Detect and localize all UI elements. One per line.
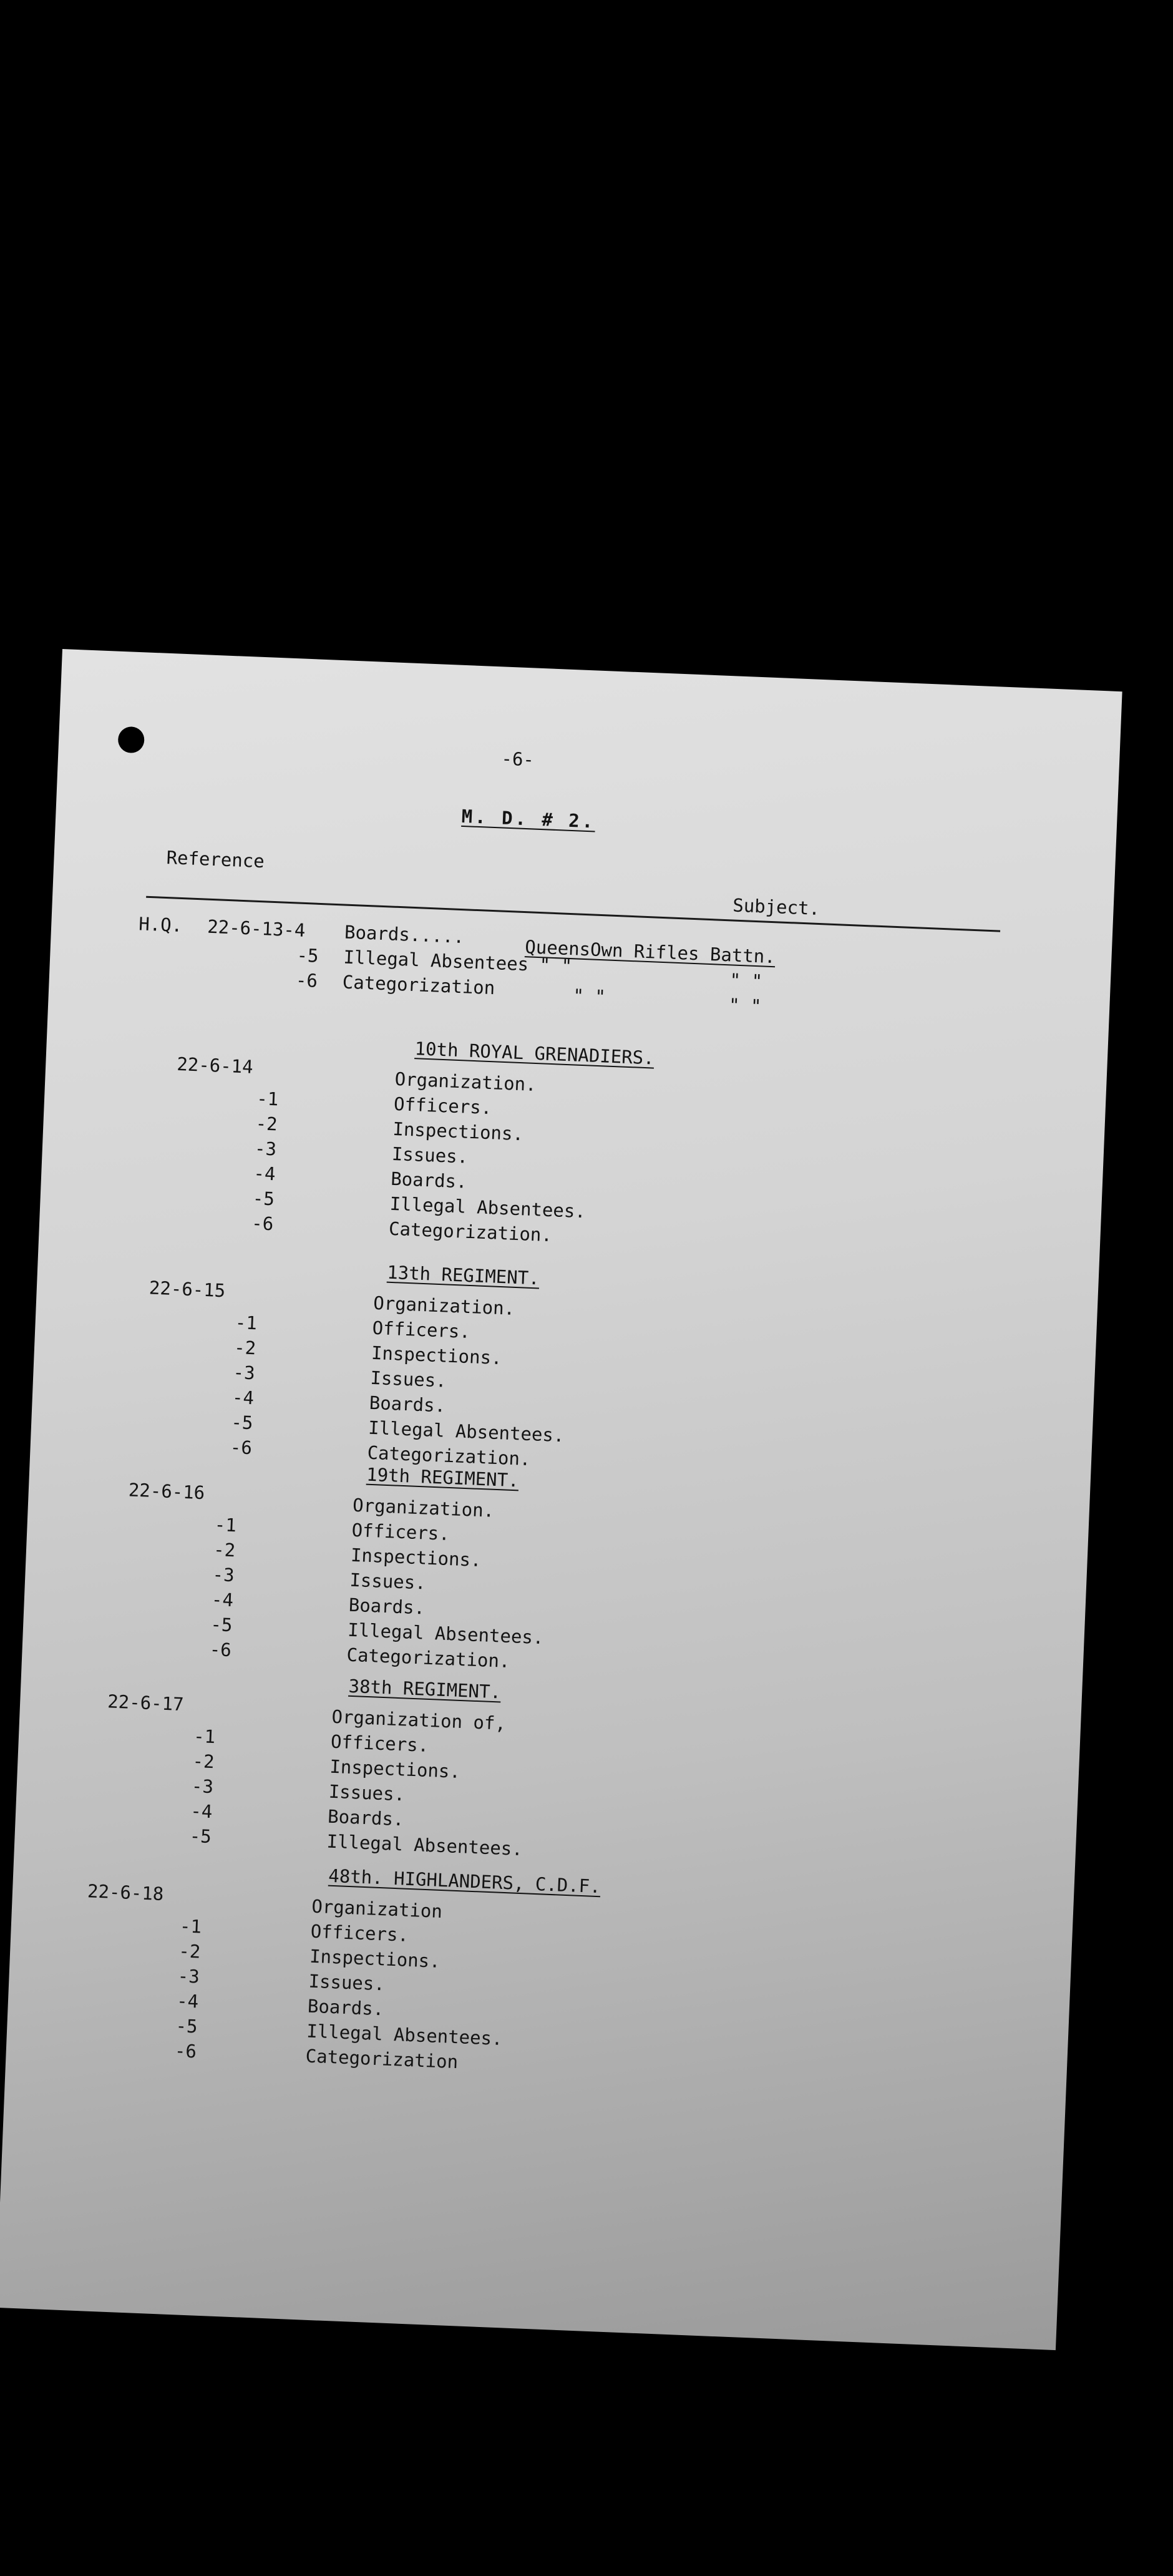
- section-heading: 19th REGIMENT.: [366, 1463, 520, 1491]
- hq-ditto-2: " ": [572, 985, 606, 1008]
- section-item: Issues.: [308, 1970, 386, 1995]
- section-ref: 22-6-17: [107, 1690, 185, 1715]
- section-item: Boards.: [327, 1805, 405, 1830]
- section-subref: -1: [256, 1088, 279, 1110]
- section-subref: -2: [192, 1750, 215, 1773]
- section-item: Illegal Absentees.: [306, 2020, 504, 2050]
- hq-unit: QueensOwn Rifles Battn.: [524, 936, 776, 968]
- hq-subject-2: Categorization: [342, 971, 495, 999]
- section-item: Organization.: [372, 1292, 515, 1319]
- page-number: -6-: [500, 748, 535, 771]
- section-item: Boards.: [348, 1594, 426, 1619]
- section-item: Organization of,: [331, 1705, 507, 1734]
- section-subref: -5: [230, 1411, 254, 1434]
- punch-hole: [117, 726, 145, 754]
- hq-ref-2: -6: [295, 969, 318, 992]
- hq-marks-1: " ": [729, 969, 763, 992]
- section-item: Boards.: [390, 1168, 468, 1193]
- section-subref: -5: [175, 2015, 198, 2037]
- section-item: Officers.: [351, 1519, 450, 1545]
- section-subref: -3: [177, 1965, 200, 1988]
- section-subref: -1: [235, 1311, 258, 1334]
- section-item: Categorization.: [367, 1442, 532, 1470]
- section-item: Issues.: [349, 1569, 427, 1594]
- section-subref: -2: [213, 1538, 236, 1561]
- hq-subject-1: Illegal Absentees " ": [343, 946, 573, 977]
- section-subref: -1: [193, 1725, 216, 1748]
- section-subref: -6: [209, 1638, 232, 1661]
- section-item: Categorization.: [346, 1644, 511, 1672]
- section-item: Inspections.: [371, 1342, 503, 1369]
- section-item: Inspections.: [309, 1945, 441, 1972]
- section-ref: 22-6-14: [176, 1053, 254, 1078]
- section-item: Boards.: [307, 1995, 384, 2020]
- hq-ref-0: 22-6-13-4: [207, 915, 306, 941]
- reference-header: Reference: [166, 846, 265, 872]
- section-heading: 48th. HIGHLANDERS, C.D.F.: [328, 1865, 601, 1898]
- section-item: Officers.: [330, 1730, 429, 1756]
- section-subref: -5: [210, 1613, 233, 1636]
- section-item: Issues.: [391, 1143, 469, 1168]
- section-subref: -2: [178, 1940, 202, 1963]
- section-subref: -2: [255, 1113, 278, 1135]
- section-item: Illegal Absentees.: [326, 1830, 523, 1860]
- section-item: Categorization: [305, 2045, 459, 2073]
- section-subref: -2: [233, 1336, 256, 1359]
- district-title: M. D. # 2.: [461, 805, 596, 832]
- section-ref: 22-6-15: [148, 1277, 226, 1302]
- section-item: Issues.: [328, 1780, 406, 1805]
- hq-ref-1: -5: [296, 944, 319, 967]
- section-subref: -4: [176, 1990, 199, 2012]
- section-heading: 10th ROYAL GRENADIERS.: [414, 1038, 655, 1069]
- section-subref: -3: [254, 1138, 277, 1160]
- section-heading: 13th REGIMENT.: [386, 1261, 540, 1289]
- section-heading: 38th REGIMENT.: [348, 1675, 502, 1703]
- section-item: Inspections.: [350, 1544, 482, 1571]
- subject-header: Subject.: [732, 894, 820, 920]
- section-item: Boards.: [369, 1392, 446, 1417]
- section-item: Issues.: [369, 1367, 447, 1392]
- section-subref: -4: [211, 1588, 234, 1611]
- section-item: Inspections.: [329, 1755, 461, 1783]
- section-subref: -3: [233, 1361, 256, 1384]
- section-item: Organization.: [352, 1494, 495, 1521]
- hq-subject-0: Boards.....: [344, 921, 465, 948]
- section-item: Officers.: [372, 1317, 471, 1343]
- section-subref: -3: [191, 1775, 214, 1798]
- section-ref: 22-6-16: [128, 1479, 205, 1504]
- section-subref: -4: [190, 1800, 213, 1823]
- section-subref: -4: [231, 1386, 255, 1409]
- section-subref: -5: [252, 1187, 275, 1210]
- section-subref: -4: [253, 1162, 276, 1185]
- section-subref: -6: [251, 1212, 274, 1235]
- section-subref: -3: [212, 1563, 235, 1586]
- section-item: Illegal Absentees.: [389, 1193, 586, 1222]
- section-item: Illegal Absentees.: [347, 1619, 545, 1649]
- hq-marks-2: " ": [728, 994, 762, 1017]
- section-item: Officers.: [393, 1093, 492, 1119]
- section-item: Inspections.: [392, 1118, 524, 1145]
- document-page: [0, 649, 1122, 2350]
- hq-prefix: H.Q.: [138, 913, 183, 937]
- section-item: Illegal Absentees.: [367, 1417, 565, 1447]
- section-item: Officers.: [310, 1920, 409, 1946]
- section-subref: -1: [179, 1915, 202, 1938]
- section-subref: -6: [230, 1436, 253, 1459]
- section-item: Categorization.: [388, 1217, 553, 1246]
- section-subref: -1: [214, 1513, 237, 1536]
- section-item: Organization: [311, 1895, 443, 1923]
- section-subref: -5: [189, 1825, 212, 1848]
- section-ref: 22-6-18: [87, 1880, 164, 1905]
- section-subref: -6: [174, 2040, 197, 2062]
- section-item: Organization.: [394, 1068, 537, 1096]
